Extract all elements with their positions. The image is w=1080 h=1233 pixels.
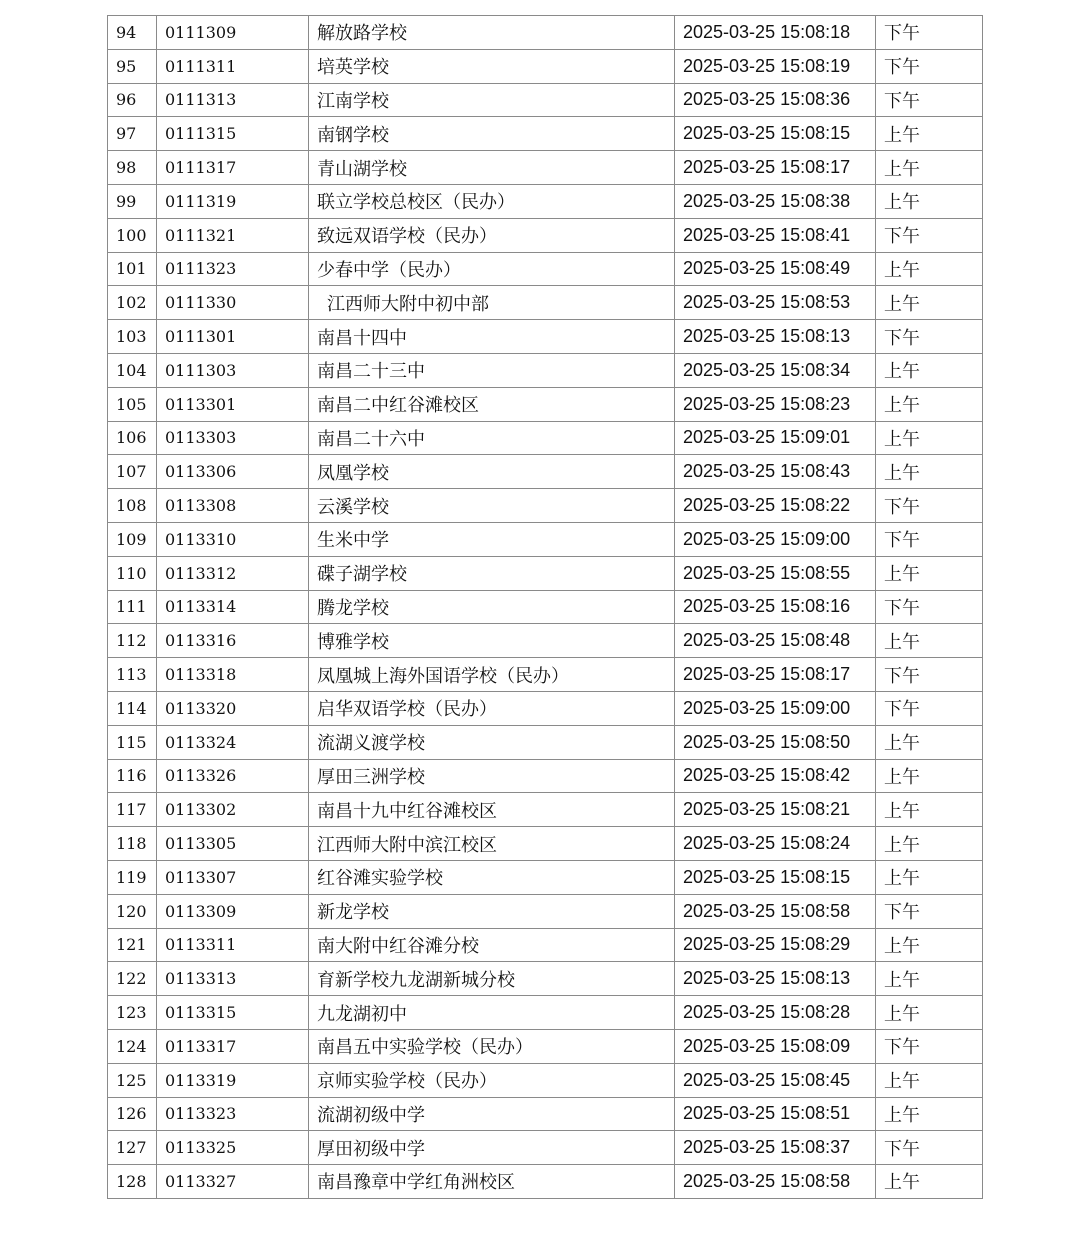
period-cell: 上午 xyxy=(876,252,983,286)
timestamp-cell: 2025-03-25 15:08:16 xyxy=(675,590,876,624)
row-number-cell: 110 xyxy=(108,556,157,590)
school-code-cell: 0113318 xyxy=(157,658,309,692)
table-row xyxy=(108,184,983,218)
table-row xyxy=(108,962,983,996)
table-row xyxy=(108,421,983,455)
table-row xyxy=(108,928,983,962)
period-cell: 上午 xyxy=(876,387,983,421)
table-body xyxy=(108,16,983,1199)
timestamp-cell: 2025-03-25 15:08:22 xyxy=(675,489,876,523)
school-name-cell: 南大附中红谷滩分校 xyxy=(309,928,675,962)
school-code-cell: 0111321 xyxy=(157,218,309,252)
school-code-cell: 0113305 xyxy=(157,827,309,861)
school-code-cell: 0113301 xyxy=(157,387,309,421)
row-number-cell: 128 xyxy=(108,1165,157,1199)
school-code-cell: 0113323 xyxy=(157,1097,309,1131)
row-number-cell: 103 xyxy=(108,320,157,354)
timestamp-cell: 2025-03-25 15:08:23 xyxy=(675,387,876,421)
period-cell: 下午 xyxy=(876,658,983,692)
school-code-cell: 0113312 xyxy=(157,556,309,590)
period-cell: 上午 xyxy=(876,556,983,590)
school-code-cell: 0113313 xyxy=(157,962,309,996)
row-number-cell: 109 xyxy=(108,522,157,556)
row-number-cell: 120 xyxy=(108,894,157,928)
row-number-cell: 115 xyxy=(108,725,157,759)
timestamp-cell: 2025-03-25 15:08:48 xyxy=(675,624,876,658)
row-number-cell: 124 xyxy=(108,1029,157,1063)
timestamp-cell: 2025-03-25 15:09:00 xyxy=(675,691,876,725)
table-row xyxy=(108,759,983,793)
period-cell: 上午 xyxy=(876,1063,983,1097)
school-name-cell: 南昌豫章中学红角洲校区 xyxy=(309,1165,675,1199)
table-row xyxy=(108,455,983,489)
period-cell: 上午 xyxy=(876,455,983,489)
period-cell: 下午 xyxy=(876,16,983,50)
school-code-cell: 0113302 xyxy=(157,793,309,827)
school-code-cell: 0113314 xyxy=(157,590,309,624)
table-row xyxy=(108,16,983,50)
table-row xyxy=(108,489,983,523)
table-row xyxy=(108,658,983,692)
school-name-cell: 腾龙学校 xyxy=(309,590,675,624)
table-row xyxy=(108,522,983,556)
timestamp-cell: 2025-03-25 15:08:09 xyxy=(675,1029,876,1063)
period-cell: 下午 xyxy=(876,83,983,117)
table-row xyxy=(108,725,983,759)
timestamp-cell: 2025-03-25 15:08:53 xyxy=(675,286,876,320)
period-cell: 下午 xyxy=(876,1029,983,1063)
school-name-cell: 流湖初级中学 xyxy=(309,1097,675,1131)
table-row xyxy=(108,556,983,590)
timestamp-cell: 2025-03-25 15:08:19 xyxy=(675,49,876,83)
row-number-cell: 106 xyxy=(108,421,157,455)
school-code-cell: 0113316 xyxy=(157,624,309,658)
period-cell: 下午 xyxy=(876,522,983,556)
period-cell: 上午 xyxy=(876,624,983,658)
period-cell: 上午 xyxy=(876,827,983,861)
school-name-cell: 南昌二十六中 xyxy=(309,421,675,455)
period-cell: 上午 xyxy=(876,184,983,218)
period-cell: 下午 xyxy=(876,218,983,252)
school-name-cell: 江西师大附中滨江校区 xyxy=(309,827,675,861)
timestamp-cell: 2025-03-25 15:08:55 xyxy=(675,556,876,590)
timestamp-cell: 2025-03-25 15:08:50 xyxy=(675,725,876,759)
table-row xyxy=(108,117,983,151)
period-cell: 上午 xyxy=(876,928,983,962)
table-row xyxy=(108,151,983,185)
period-cell: 上午 xyxy=(876,793,983,827)
table-row xyxy=(108,353,983,387)
school-name-cell: 碟子湖学校 xyxy=(309,556,675,590)
row-number-cell: 116 xyxy=(108,759,157,793)
table-row xyxy=(108,49,983,83)
school-schedule-table xyxy=(107,15,983,1199)
school-name-cell: 解放路学校 xyxy=(309,16,675,50)
school-code-cell: 0113303 xyxy=(157,421,309,455)
timestamp-cell: 2025-03-25 15:08:42 xyxy=(675,759,876,793)
school-name-cell: 江西师大附中初中部 xyxy=(309,286,675,320)
row-number-cell: 105 xyxy=(108,387,157,421)
timestamp-cell: 2025-03-25 15:08:36 xyxy=(675,83,876,117)
table-row xyxy=(108,1165,983,1199)
school-code-cell: 0113307 xyxy=(157,860,309,894)
table-row xyxy=(108,387,983,421)
school-name-cell: 云溪学校 xyxy=(309,489,675,523)
school-name-cell: 流湖义渡学校 xyxy=(309,725,675,759)
school-code-cell: 0111330 xyxy=(157,286,309,320)
row-number-cell: 126 xyxy=(108,1097,157,1131)
table-row xyxy=(108,624,983,658)
timestamp-cell: 2025-03-25 15:08:28 xyxy=(675,996,876,1030)
school-name-cell: 博雅学校 xyxy=(309,624,675,658)
row-number-cell: 119 xyxy=(108,860,157,894)
period-cell: 下午 xyxy=(876,1131,983,1165)
row-number-cell: 125 xyxy=(108,1063,157,1097)
row-number-cell: 96 xyxy=(108,83,157,117)
period-cell: 上午 xyxy=(876,1165,983,1199)
timestamp-cell: 2025-03-25 15:08:29 xyxy=(675,928,876,962)
row-number-cell: 127 xyxy=(108,1131,157,1165)
school-code-cell: 0113320 xyxy=(157,691,309,725)
school-code-cell: 0111311 xyxy=(157,49,309,83)
table-row xyxy=(108,1131,983,1165)
row-number-cell: 117 xyxy=(108,793,157,827)
period-cell: 上午 xyxy=(876,353,983,387)
school-code-cell: 0113324 xyxy=(157,725,309,759)
timestamp-cell: 2025-03-25 15:08:34 xyxy=(675,353,876,387)
row-number-cell: 104 xyxy=(108,353,157,387)
timestamp-cell: 2025-03-25 15:08:13 xyxy=(675,320,876,354)
school-code-cell: 0113310 xyxy=(157,522,309,556)
table-row xyxy=(108,83,983,117)
period-cell: 上午 xyxy=(876,151,983,185)
row-number-cell: 107 xyxy=(108,455,157,489)
row-number-cell: 101 xyxy=(108,252,157,286)
school-name-cell: 少春中学（民办） xyxy=(309,252,675,286)
table-row xyxy=(108,996,983,1030)
timestamp-cell: 2025-03-25 15:08:49 xyxy=(675,252,876,286)
timestamp-cell: 2025-03-25 15:08:17 xyxy=(675,658,876,692)
school-code-cell: 0111313 xyxy=(157,83,309,117)
row-number-cell: 97 xyxy=(108,117,157,151)
period-cell: 下午 xyxy=(876,320,983,354)
period-cell: 上午 xyxy=(876,1097,983,1131)
school-code-cell: 0113309 xyxy=(157,894,309,928)
row-number-cell: 108 xyxy=(108,489,157,523)
table-row xyxy=(108,1097,983,1131)
school-name-cell: 青山湖学校 xyxy=(309,151,675,185)
table-row xyxy=(108,827,983,861)
row-number-cell: 95 xyxy=(108,49,157,83)
timestamp-cell: 2025-03-25 15:08:41 xyxy=(675,218,876,252)
table-row xyxy=(108,691,983,725)
table-row xyxy=(108,1029,983,1063)
period-cell: 上午 xyxy=(876,117,983,151)
row-number-cell: 98 xyxy=(108,151,157,185)
table-row xyxy=(108,252,983,286)
timestamp-cell: 2025-03-25 15:08:17 xyxy=(675,151,876,185)
period-cell: 下午 xyxy=(876,894,983,928)
timestamp-cell: 2025-03-25 15:09:00 xyxy=(675,522,876,556)
school-code-cell: 0113311 xyxy=(157,928,309,962)
timestamp-cell: 2025-03-25 15:08:18 xyxy=(675,16,876,50)
timestamp-cell: 2025-03-25 15:08:15 xyxy=(675,860,876,894)
timestamp-cell: 2025-03-25 15:08:58 xyxy=(675,1165,876,1199)
school-code-cell: 0111319 xyxy=(157,184,309,218)
period-cell: 上午 xyxy=(876,725,983,759)
timestamp-cell: 2025-03-25 15:08:21 xyxy=(675,793,876,827)
timestamp-cell: 2025-03-25 15:09:01 xyxy=(675,421,876,455)
row-number-cell: 123 xyxy=(108,996,157,1030)
period-cell: 上午 xyxy=(876,759,983,793)
row-number-cell: 118 xyxy=(108,827,157,861)
table-row xyxy=(108,894,983,928)
school-code-cell: 0113315 xyxy=(157,996,309,1030)
school-name-cell: 南昌二十三中 xyxy=(309,353,675,387)
school-name-cell: 生米中学 xyxy=(309,522,675,556)
school-name-cell: 培英学校 xyxy=(309,49,675,83)
table-row xyxy=(108,590,983,624)
table-row xyxy=(108,860,983,894)
timestamp-cell: 2025-03-25 15:08:51 xyxy=(675,1097,876,1131)
school-code-cell: 0113308 xyxy=(157,489,309,523)
period-cell: 上午 xyxy=(876,962,983,996)
row-number-cell: 121 xyxy=(108,928,157,962)
school-name-cell: 厚田初级中学 xyxy=(309,1131,675,1165)
timestamp-cell: 2025-03-25 15:08:15 xyxy=(675,117,876,151)
school-name-cell: 南昌二中红谷滩校区 xyxy=(309,387,675,421)
school-code-cell: 0113317 xyxy=(157,1029,309,1063)
school-code-cell: 0111303 xyxy=(157,353,309,387)
table-row xyxy=(108,320,983,354)
school-code-cell: 0113319 xyxy=(157,1063,309,1097)
timestamp-cell: 2025-03-25 15:08:58 xyxy=(675,894,876,928)
school-code-cell: 0111301 xyxy=(157,320,309,354)
school-code-cell: 0111309 xyxy=(157,16,309,50)
table-row xyxy=(108,1063,983,1097)
period-cell: 下午 xyxy=(876,590,983,624)
period-cell: 上午 xyxy=(876,860,983,894)
row-number-cell: 114 xyxy=(108,691,157,725)
school-name-cell: 联立学校总校区（民办） xyxy=(309,184,675,218)
period-cell: 下午 xyxy=(876,691,983,725)
row-number-cell: 102 xyxy=(108,286,157,320)
school-name-cell: 红谷滩实验学校 xyxy=(309,860,675,894)
school-name-cell: 南昌十九中红谷滩校区 xyxy=(309,793,675,827)
school-name-cell: 致远双语学校（民办） xyxy=(309,218,675,252)
school-name-cell: 南昌十四中 xyxy=(309,320,675,354)
school-code-cell: 0113306 xyxy=(157,455,309,489)
timestamp-cell: 2025-03-25 15:08:43 xyxy=(675,455,876,489)
period-cell: 上午 xyxy=(876,421,983,455)
timestamp-cell: 2025-03-25 15:08:45 xyxy=(675,1063,876,1097)
school-code-cell: 0113326 xyxy=(157,759,309,793)
school-name-cell: 新龙学校 xyxy=(309,894,675,928)
row-number-cell: 111 xyxy=(108,590,157,624)
period-cell: 上午 xyxy=(876,286,983,320)
school-name-cell: 育新学校九龙湖新城分校 xyxy=(309,962,675,996)
timestamp-cell: 2025-03-25 15:08:37 xyxy=(675,1131,876,1165)
school-name-cell: 厚田三洲学校 xyxy=(309,759,675,793)
school-code-cell: 0113325 xyxy=(157,1131,309,1165)
school-name-cell: 九龙湖初中 xyxy=(309,996,675,1030)
period-cell: 上午 xyxy=(876,996,983,1030)
timestamp-cell: 2025-03-25 15:08:38 xyxy=(675,184,876,218)
row-number-cell: 99 xyxy=(108,184,157,218)
school-name-cell: 南钢学校 xyxy=(309,117,675,151)
school-name-cell: 南昌五中实验学校（民办） xyxy=(309,1029,675,1063)
school-code-cell: 0113327 xyxy=(157,1165,309,1199)
table-row xyxy=(108,218,983,252)
timestamp-cell: 2025-03-25 15:08:13 xyxy=(675,962,876,996)
timestamp-cell: 2025-03-25 15:08:24 xyxy=(675,827,876,861)
period-cell: 下午 xyxy=(876,49,983,83)
school-code-cell: 0111315 xyxy=(157,117,309,151)
school-name-cell: 京师实验学校（民办） xyxy=(309,1063,675,1097)
school-name-cell: 江南学校 xyxy=(309,83,675,117)
school-name-cell: 凤凰城上海外国语学校（民办） xyxy=(309,658,675,692)
school-code-cell: 0111323 xyxy=(157,252,309,286)
table-row xyxy=(108,286,983,320)
row-number-cell: 112 xyxy=(108,624,157,658)
row-number-cell: 113 xyxy=(108,658,157,692)
row-number-cell: 94 xyxy=(108,16,157,50)
period-cell: 下午 xyxy=(876,489,983,523)
school-name-cell: 启华双语学校（民办） xyxy=(309,691,675,725)
row-number-cell: 122 xyxy=(108,962,157,996)
school-name-cell: 凤凰学校 xyxy=(309,455,675,489)
row-number-cell: 100 xyxy=(108,218,157,252)
table-row xyxy=(108,793,983,827)
school-code-cell: 0111317 xyxy=(157,151,309,185)
